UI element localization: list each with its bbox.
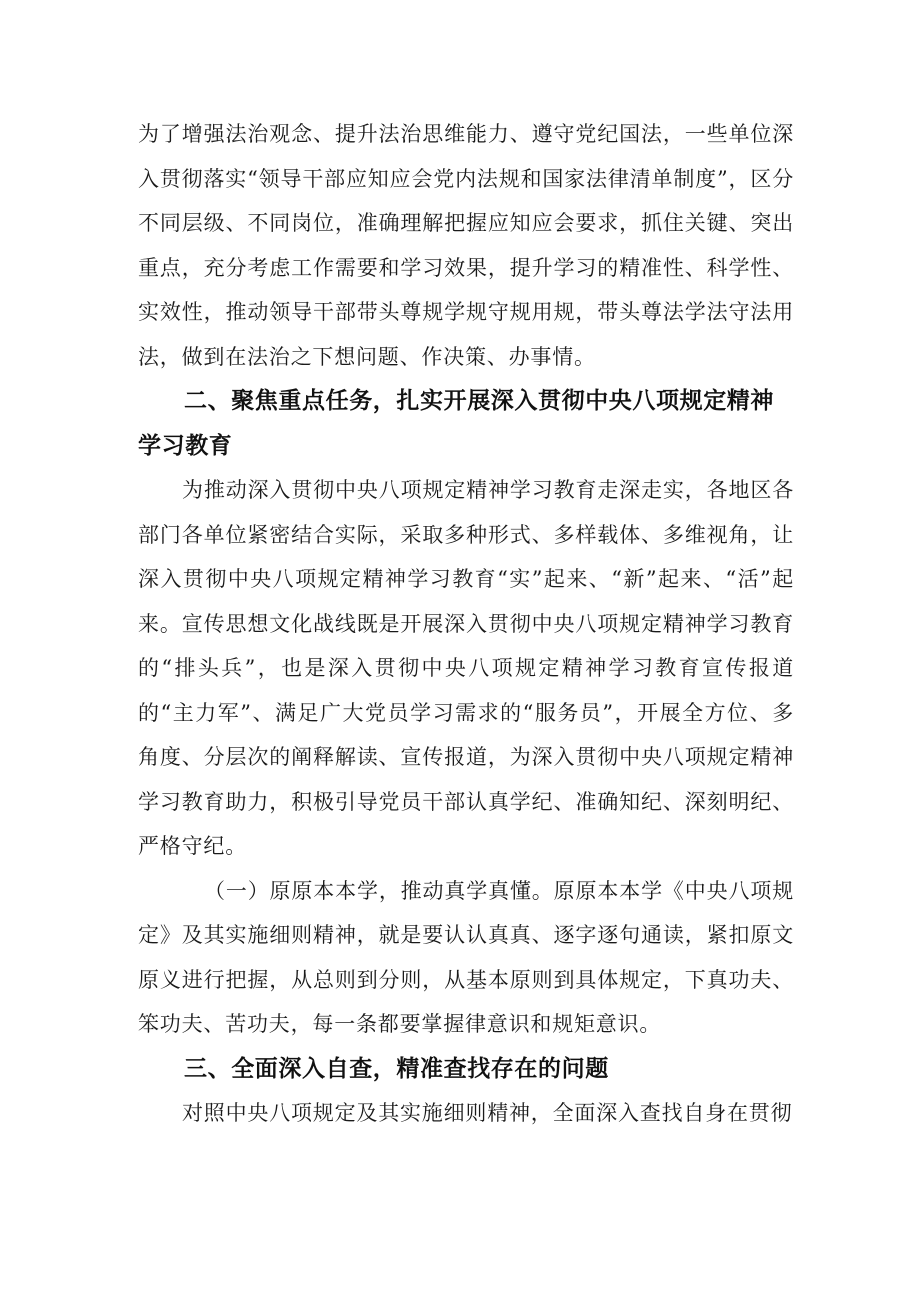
paragraph-self-check: 对照中央八项规定及其实施细则精神，全面深入查找自身在贯彻 bbox=[182, 1101, 793, 1125]
paragraph-subsection-one: （一）原原本本学，推动真学真懂。原原本本学《中央八项规定》及其实施细则精神，就是要认认真真、逐字逐句通读，紧扣原文原义进行把握，从总则到分则，从基本原则到具体规定，下真功夫、笨功夫、苦功夫，每一条都要掌握律意识和规矩意识。 bbox=[138, 878, 794, 1036]
section-heading-three: 三、全面深入自查，精准查找存在的问题 bbox=[184, 1055, 609, 1082]
paragraph-study-education: 为推动深入贯彻中央八项规定精神学习教育走深走实，各地区各部门各单位紧密结合实际，采取多种形式、多样载体、多维视角，让深入贯彻中央八项规定精神学习教育“实”起来、“新”起来、“活”起来。宣传思想文化战线既是开展深入贯彻中央八项规定精神学习教育的“排头兵”，也是深入贯彻中央八项规定精神学习教育宣传报道的“主力军”、满足广大党员学习需求的“服务员”，开展全方位、多角度、分层次的阐释解读、宣传报道，为深入贯彻中央八项规定精神学习教育助力，积极引导党员干部认真学纪、准确知纪、深刻明纪、严格守纪。 bbox=[138, 478, 794, 858]
document-page bbox=[138, 112, 794, 1136]
section-heading-two: 二、聚焦重点任务，扎实开展深入贯彻中央八项规定精神学习教育 bbox=[138, 388, 774, 459]
paragraph-rule-of-law: 为了增强法治观念、提升法治思维能力、遵守党纪国法，一些单位深入贯彻落实“领导干部应知应会党内法规和国家法律清单制度”，区分不同层级、不同岗位，准确理解把握应知应会要求，抓住关键、突出重点，充分考虑工作需要和学习效果，提升学习的精准性、科学性、实效性，推动领导干部带头尊规学规守规用规，带头尊法学法守法用法，做到在法治之下想问题、作决策、办事情。 bbox=[138, 122, 794, 369]
